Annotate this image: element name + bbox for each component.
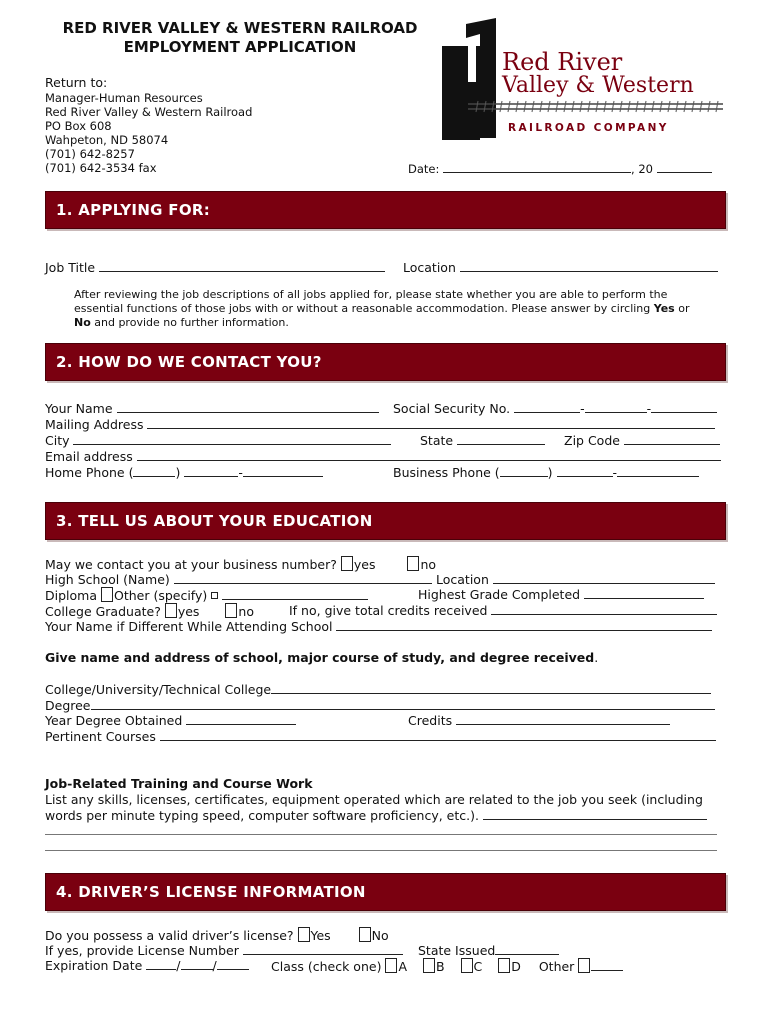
license-number-label: If yes, provide License Number xyxy=(45,943,239,958)
pertinent-courses-field[interactable] xyxy=(45,729,716,744)
other-checkbox[interactable] xyxy=(578,958,590,973)
home-phone-label: Home Phone ( xyxy=(45,465,134,480)
contact-business-question xyxy=(45,556,436,572)
address-line: (701) 642-3534 fax xyxy=(45,161,157,175)
other-label: Other (specify) xyxy=(113,588,208,603)
credits-received-field[interactable] xyxy=(289,603,717,618)
dash: - xyxy=(580,401,585,416)
location-label: Location xyxy=(436,572,489,587)
training-line-2: words per minute typing speed, computer software proficiency, etc.). xyxy=(45,808,479,823)
mailing-address-field[interactable] xyxy=(45,417,715,432)
diploma-checkbox[interactable] xyxy=(101,587,113,602)
job-title-label: Job Title xyxy=(45,260,96,275)
license-question xyxy=(45,927,389,943)
paren: ) xyxy=(547,465,553,480)
pertinent-courses-label: Pertinent Courses xyxy=(45,729,156,744)
license-question-label: Do you possess a valid driver’s license? xyxy=(45,928,294,943)
city-field[interactable] xyxy=(45,433,391,448)
credits-received-label: If no, give total credits received xyxy=(289,603,488,618)
section-drivers-license xyxy=(45,873,726,911)
name-label: Your Name xyxy=(45,401,113,416)
other-label: Other xyxy=(538,959,575,974)
period: . xyxy=(594,650,599,665)
logo-line-3: RAILROAD COMPANY xyxy=(508,122,669,134)
training-title: Job-Related Training and Course Work xyxy=(45,776,313,791)
section-contact xyxy=(45,343,726,381)
class-c-label: C xyxy=(473,959,483,974)
location-label: Location xyxy=(403,260,456,275)
email-field[interactable] xyxy=(45,449,721,464)
class-a-label: A xyxy=(398,959,407,974)
name-if-different-field[interactable] xyxy=(45,619,712,634)
college-label: College/University/Technical College xyxy=(45,682,272,697)
address-line: (701) 642-8257 xyxy=(45,147,135,161)
year-degree-label: Year Degree Obtained xyxy=(45,713,183,728)
other-checkbox[interactable] xyxy=(211,592,218,599)
no-label: no xyxy=(238,604,254,619)
state-field[interactable] xyxy=(420,433,545,448)
name-field[interactable] xyxy=(45,401,379,416)
dash: - xyxy=(612,465,618,480)
training-answer-line[interactable] xyxy=(45,850,717,851)
city-label: City xyxy=(45,433,70,448)
state-issued-label: State Issued xyxy=(418,943,496,958)
logo-line-1: Red River xyxy=(502,48,623,76)
training-line-2-field[interactable] xyxy=(45,808,707,823)
license-number-field[interactable] xyxy=(45,943,403,958)
diploma-row xyxy=(45,587,368,603)
credits-field[interactable] xyxy=(408,713,670,728)
class-c-checkbox[interactable] xyxy=(461,958,473,973)
high-school-label: High School (Name) xyxy=(45,572,170,587)
contact-business-label: May we contact you at your business number? xyxy=(45,557,337,572)
section-title: 2. HOW DO WE CONTACT YOU? xyxy=(56,353,322,371)
dash: - xyxy=(646,401,652,416)
section-title: 4. DRIVER’S LICENSE INFORMATION xyxy=(56,883,366,901)
ssn-label: Social Security No. xyxy=(393,401,511,416)
diploma-label: Diploma xyxy=(45,588,97,603)
school-instructions-text: Give name and address of school, major course of study, and degree received xyxy=(45,650,595,665)
email-label: Email address xyxy=(45,449,133,464)
company-logo xyxy=(438,16,728,140)
class-label: Class (check one) xyxy=(271,959,382,974)
degree-label: Degree xyxy=(45,698,91,713)
name-if-different-label: Your Name if Different While Attending School xyxy=(45,619,333,634)
no-label: no xyxy=(420,557,437,572)
class-b-checkbox[interactable] xyxy=(423,958,435,973)
ssn-field[interactable] xyxy=(393,401,717,416)
yes-checkbox[interactable] xyxy=(341,556,353,571)
address-line: PO Box 608 xyxy=(45,119,112,133)
section-title: 1. APPLYING FOR: xyxy=(56,201,211,219)
yes-label: Yes xyxy=(653,302,675,315)
paren: ) xyxy=(175,465,181,480)
college-graduate-row xyxy=(45,603,254,619)
state-label: State xyxy=(420,433,454,448)
business-phone-field[interactable] xyxy=(393,465,699,480)
school-location-field[interactable] xyxy=(436,572,715,587)
expiration-label: Expiration Date xyxy=(45,958,143,973)
class-a-checkbox[interactable] xyxy=(385,958,397,973)
credits-label: Credits xyxy=(408,713,453,728)
no-label: No xyxy=(371,928,389,943)
section-applying-for xyxy=(45,191,726,229)
no-checkbox[interactable] xyxy=(407,556,419,571)
form-title: RED RIVER VALLEY & WESTERN RAILROAD xyxy=(62,19,418,37)
expiration-date-field[interactable] xyxy=(45,958,249,973)
training-line-1: List any skills, licenses, certificates, equipment operated which are related to the job you seek (including xyxy=(45,792,703,807)
year-degree-field[interactable] xyxy=(45,713,296,728)
yes-checkbox[interactable] xyxy=(165,603,177,618)
class-b-label: B xyxy=(435,959,445,974)
zip-label: Zip Code xyxy=(564,433,620,448)
address-line: Manager-Human Resources xyxy=(45,91,203,105)
logo-line-2: Valley & Western xyxy=(502,73,694,98)
class-d-checkbox[interactable] xyxy=(498,958,510,973)
location-field[interactable] xyxy=(403,260,718,275)
college-graduate-label: College Graduate? xyxy=(45,604,161,619)
yes-checkbox[interactable] xyxy=(298,927,310,942)
return-to-label: Return to: xyxy=(45,75,108,90)
date-field[interactable] xyxy=(408,161,712,176)
yes-label: yes xyxy=(353,557,376,572)
license-class-row xyxy=(271,958,623,974)
slash: / xyxy=(212,958,217,973)
no-label: No xyxy=(74,316,91,329)
job-title-field[interactable] xyxy=(45,260,385,275)
state-issued-field[interactable] xyxy=(418,943,559,958)
return-address xyxy=(45,91,252,175)
note-text: After reviewing the job descriptions of all jobs applied for, please state whether you are able to perform the essential functions of those jobs with or without a reasonable accommodation. Please answer by circling xyxy=(74,288,668,315)
degree-field[interactable] xyxy=(45,698,715,713)
school-instructions xyxy=(45,650,598,665)
form-subtitle: EMPLOYMENT APPLICATION xyxy=(123,38,357,56)
address-line: Red River Valley & Western Railroad xyxy=(45,105,253,119)
business-phone-label: Business Phone ( xyxy=(393,465,500,480)
date-year-label: , 20 xyxy=(631,162,653,176)
mailing-label: Mailing Address xyxy=(45,417,144,432)
highest-grade-field[interactable] xyxy=(418,587,704,602)
home-phone-field[interactable] xyxy=(45,465,323,480)
college-field[interactable] xyxy=(45,682,711,697)
slash: / xyxy=(176,958,181,973)
no-checkbox[interactable] xyxy=(225,603,237,618)
accommodation-note xyxy=(74,288,704,330)
class-d-label: D xyxy=(511,959,521,974)
dash: - xyxy=(238,465,243,480)
section-title: 3. TELL US ABOUT YOUR EDUCATION xyxy=(56,512,373,530)
date-label: Date: xyxy=(408,162,440,176)
yes-label: Yes xyxy=(310,928,331,943)
yes-label: yes xyxy=(177,604,200,619)
note-text-end: and provide no further information. xyxy=(90,316,289,329)
zip-field[interactable] xyxy=(564,433,720,448)
section-education xyxy=(45,502,726,540)
note-or: or xyxy=(674,302,690,315)
address-line: Wahpeton, ND 58074 xyxy=(45,133,169,147)
high-school-field[interactable] xyxy=(45,572,432,587)
highest-grade-label: Highest Grade Completed xyxy=(418,587,581,602)
no-checkbox[interactable] xyxy=(359,927,371,942)
training-answer-line[interactable] xyxy=(45,834,717,835)
